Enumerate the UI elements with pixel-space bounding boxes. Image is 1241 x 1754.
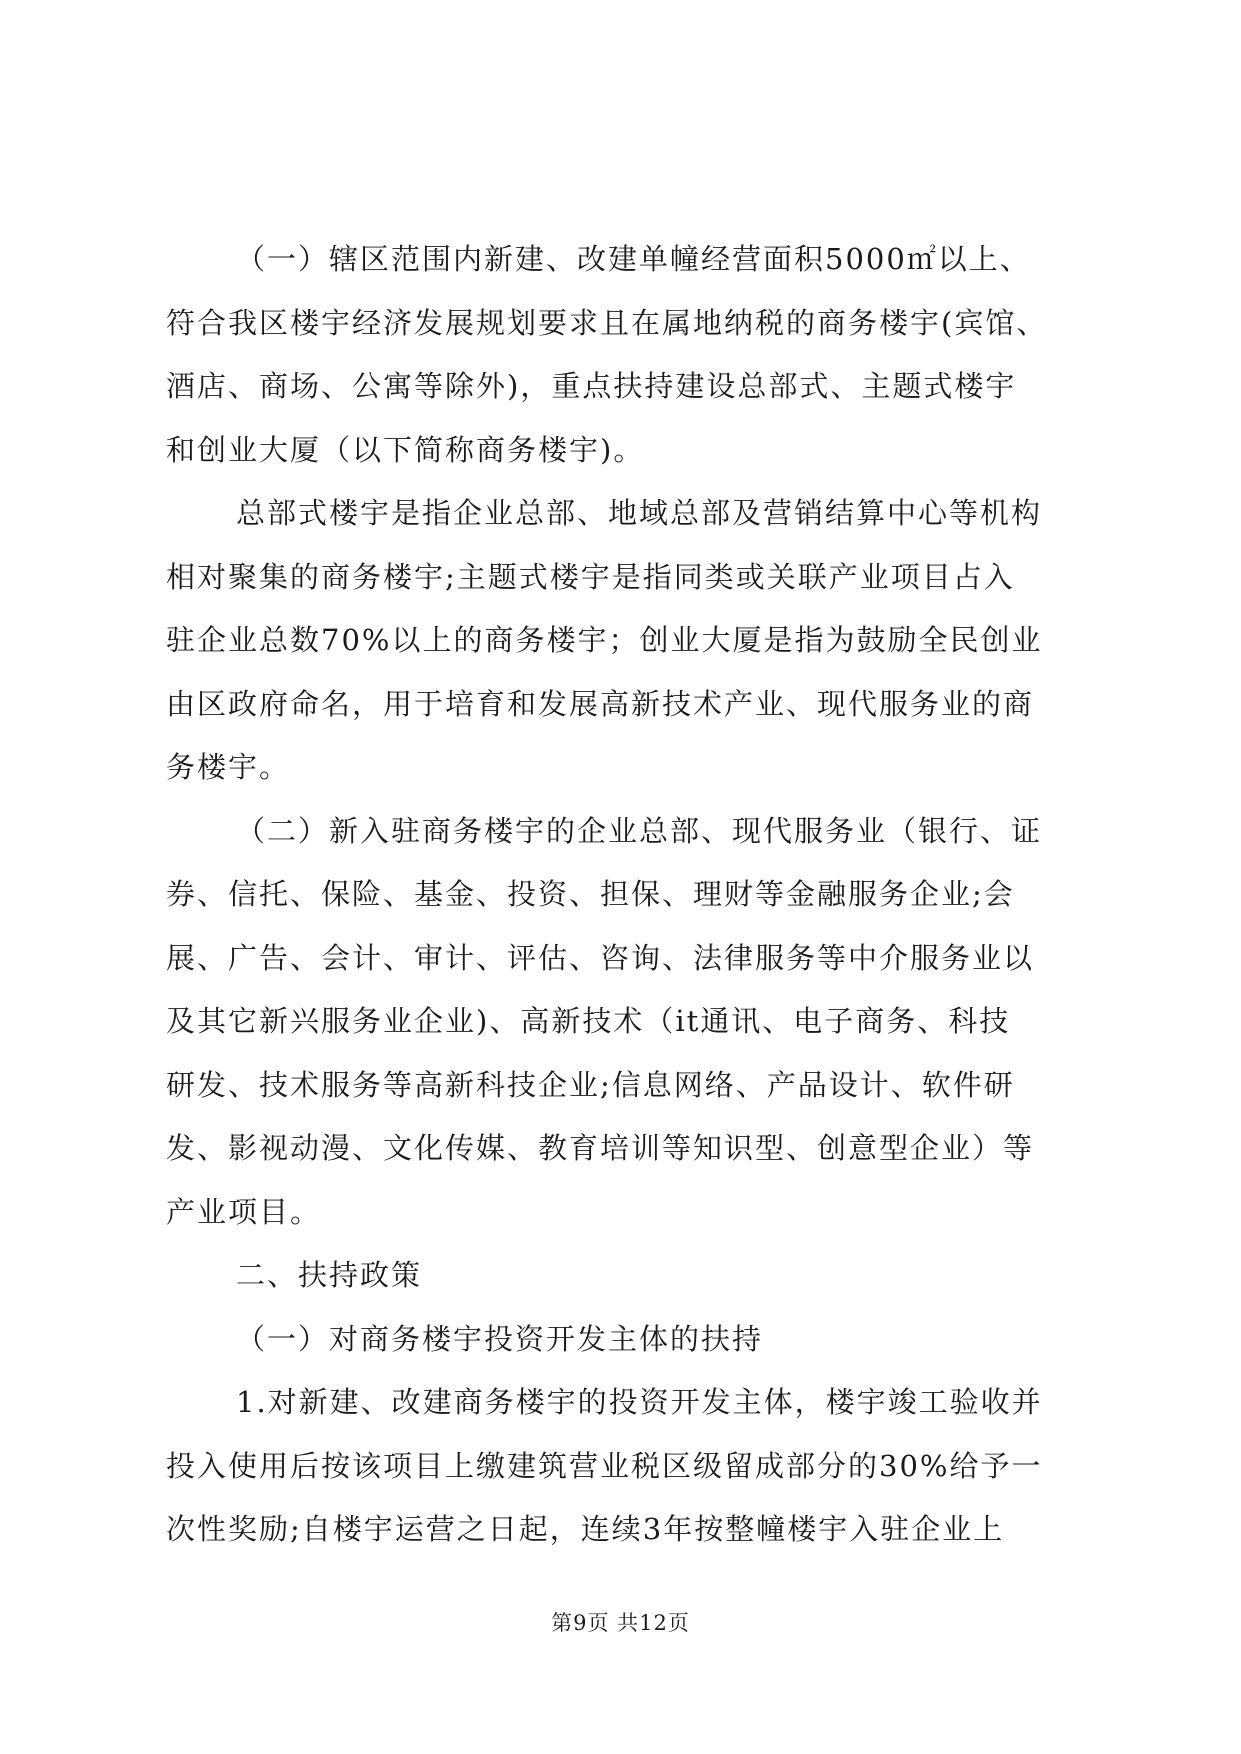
page-footer: 第9页 共12页 (551, 1611, 690, 1635)
body-text (166, 228, 1086, 1562)
paragraph (166, 228, 1086, 482)
text-line: 产业项目。 (166, 1194, 322, 1229)
text-line: 驻企业总数70%以上的商务楼宇；创业大厦是指为鼓励全民创业 (166, 623, 1043, 657)
text-line: 发、影视动漫、文化传媒、教育培训等知识型、创意型企业）等 (166, 1131, 1035, 1165)
text-line: （一）辖区范围内新建、改建单幢经营面积5000㎡以上、 (236, 242, 1031, 276)
text-line: 二、扶持政策 (236, 1258, 423, 1292)
text-line: （一）对商务楼宇投资开发主体的扶持 (236, 1321, 764, 1356)
text-line: 1.对新建、改建商务楼宇的投资开发主体，楼宇竣工验收并 (236, 1385, 1043, 1419)
text-line: 投入使用后按该项目上缴建筑营业税区级留成部分的30%给予一 (166, 1448, 1043, 1483)
text-line: 符合我区楼宇经济发展规划要求且在属地纳税的商务楼宇(宾馆、 (166, 305, 1048, 340)
text-line: 次性奖励;自楼宇运营之日起，连续3年按整幢楼宇入驻企业上 (166, 1512, 1005, 1546)
text-line: 务楼宇。 (166, 750, 291, 784)
text-line: 及其它新兴服务业企业)、高新技术（it通讯、电子商务、科技 (166, 1004, 1011, 1038)
text-line: 研发、技术服务等高新科技企业;信息网络、产品设计、软件研 (166, 1067, 1015, 1102)
text-line: 券、信托、保险、基金、投资、担保、理财等金融服务企业;会 (166, 877, 1015, 911)
text-line: 和创业大厦（以下简称商务楼宇)。 (166, 432, 645, 467)
paragraph (166, 482, 1086, 800)
paragraph (166, 1244, 1086, 1308)
text-line: 由区政府命名，用于培育和发展高新技术产业、现代服务业的商 (166, 686, 1035, 721)
text-line: 展、广告、会计、审计、评估、咨询、法律服务等中介服务业以 (166, 940, 1035, 975)
paragraph (166, 800, 1086, 1245)
text-line: （二）新入驻商务楼宇的企业总部、现代服务业（银行、证 (236, 813, 1043, 848)
paragraph (166, 1308, 1086, 1372)
paragraph (166, 1371, 1086, 1562)
text-line: 酒店、商场、公寓等除外)，重点扶持建设总部式、主题式楼宇 (166, 369, 1017, 403)
text-line: 相对聚集的商务楼宇;主题式楼宇是指同类或关联产业项目占入 (166, 559, 1015, 594)
text-line: 总部式楼宇是指企业总部、地域总部及营销结算中心等机构 (236, 496, 1043, 530)
